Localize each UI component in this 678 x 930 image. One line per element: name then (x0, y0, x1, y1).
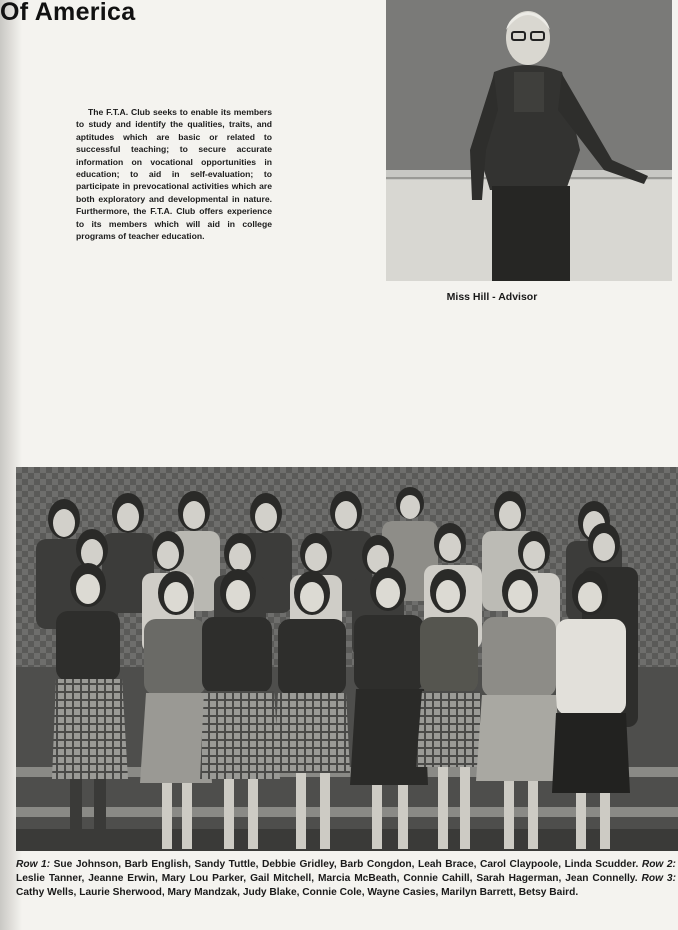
row-2-names: Leslie Tanner, Jeanne Erwin, Mary Lou Parker, Gail Mitchell, Marcia McBeath, Connie Cahill, Sarah Hagerman, Jean Connelly. (16, 873, 638, 884)
row-1-names: Sue Johnson, Barb English, Sandy Tuttle, Debbie Gridley, Barb Congdon, Leah Brace, Carol Claypoole, Linda Scudder. (53, 859, 639, 870)
row-1-label: Row 1: (16, 859, 51, 870)
club-description: The F.T.A. Club seeks to enable its members to study and identify the qualities, traits, and aptitudes which are basic or related to successful teaching; to secure accurate information on vocational opportunities in education; to aid in self-evaluation; to participate in prevocational activities which are both exploratory and developmental in nature. Furthermore, the F.T.A. Club offers experience to its members which will aid in college programs of teacher education. (76, 107, 272, 242)
advisor-caption: Miss Hill - Advisor (446, 291, 538, 303)
row-3-names: Cathy Wells, Laurie Sherwood, Mary Mandzak, Judy Blake, Connie Cole, Wayne Casies, Marilyn Barrett, Betsy Baird. (16, 887, 579, 898)
group-caption (16, 858, 676, 900)
advisor-photo (386, 0, 672, 281)
group-photo-illustration (16, 467, 678, 851)
row-2-label: Row 2: (641, 859, 676, 870)
page-heading: Of America (0, 0, 136, 26)
advisor-photo-illustration (386, 0, 672, 281)
row-3-label: Row 3: (641, 873, 676, 884)
group-photo (16, 467, 678, 851)
